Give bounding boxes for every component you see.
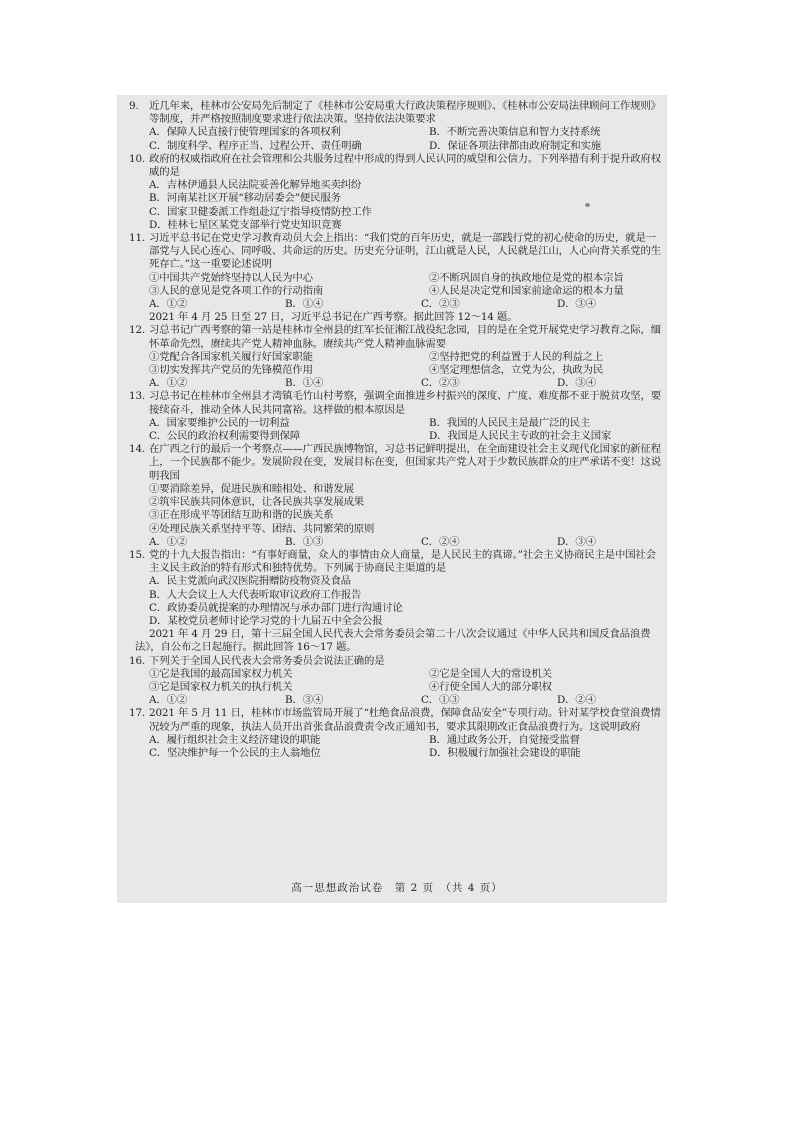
option-a: A．国家要维护公民的一切利益 bbox=[149, 416, 290, 429]
option-a: A．履行组织社会主义经济建设的职能 bbox=[149, 733, 321, 746]
option-c: C．①③ bbox=[421, 694, 460, 707]
option-c: C．坚决维护每一个公民的主人翁地位 bbox=[149, 746, 321, 759]
option-c: C．政协委员就提案的办理情况与承办部门进行沟通讨论 bbox=[149, 601, 403, 614]
question-number: 12. bbox=[129, 324, 146, 337]
question-number: 16. bbox=[129, 654, 146, 667]
option-d: D．③④ bbox=[557, 298, 596, 311]
option-a: A．①② bbox=[149, 298, 188, 311]
statement-3: ③切实发挥共产党员的先锋模范作用 bbox=[149, 364, 313, 377]
question-14 bbox=[121, 443, 665, 549]
option-d: D．③④ bbox=[557, 377, 596, 390]
question-number: 14. bbox=[129, 443, 146, 456]
option-d: D．保证各项法律都由政府制定和实施 bbox=[429, 139, 602, 152]
question-13 bbox=[121, 390, 665, 443]
option-a: A．保障人民直接行使管理国家的各项权利 bbox=[149, 126, 341, 139]
question-11 bbox=[121, 232, 665, 311]
option-b: B．通过政务公开，自觉接受监督 bbox=[429, 733, 580, 746]
option-c: C．制度科学、程序正当、过程公开、责任明确 bbox=[149, 139, 362, 152]
option-c: C．公民的政治权利需要得到保障 bbox=[149, 430, 301, 443]
option-d: D．我国是人民民主专政的社会主义国家 bbox=[429, 430, 612, 443]
statement-1: ①中国共产党始终坚持以人民为中心 bbox=[149, 271, 313, 284]
option-b: B．①③ bbox=[285, 535, 324, 548]
statement-3: ③它是国家权力机关的执行机关 bbox=[149, 680, 293, 693]
question-15 bbox=[121, 549, 665, 628]
option-c: C．②④ bbox=[421, 535, 460, 548]
option-d: D．某校党员老师讨论学习党的十九届五中全会公报 bbox=[149, 614, 383, 627]
question-number: 9. bbox=[129, 100, 139, 112]
question-number: 15. bbox=[129, 548, 146, 561]
option-a: A．①② bbox=[149, 535, 188, 548]
statement-1: ①要消除差异，促进民族和睦相处、和谐发展 bbox=[149, 482, 354, 495]
question-stem: 在广西之行的最后一个考察点——广西民族博物馆，习总书记鲜明提出，在全面建设社会主义现代化国家的新征程上，一个民族都不能少。发展阶段在变，发展目标在变，但国家共产党人对于少数民族群众的庄严承诺不变！这说明我国 bbox=[149, 443, 662, 482]
statement-3: ③人民的意见是党各项工作的行动指南 bbox=[149, 284, 324, 297]
option-a: A．①② bbox=[149, 694, 188, 707]
option-b: B．①④ bbox=[285, 377, 324, 390]
question-number: 11. bbox=[129, 232, 146, 245]
question-stem: 近几年来，桂林市公安局先后制定了《桂林市公安局重大行政决策程序规则》、《桂林市公安局法律顾问工作规则》等制度，并严格按照制度要求进行依法决策。坚持依法决策要求 bbox=[149, 100, 661, 126]
question-12 bbox=[121, 324, 665, 390]
option-b: B．③④ bbox=[285, 694, 324, 707]
statement-3: ③正在形成平等团结互助和谐的民族关系 bbox=[149, 509, 334, 522]
option-d: D．②④ bbox=[557, 694, 596, 707]
option-a: A．吉林伊通县人民法院妥善化解异地买卖纠纷 bbox=[149, 179, 362, 192]
option-d: D．③④ bbox=[557, 535, 596, 548]
statement-4: ④人民是决定党和国家前途命运的根本力量 bbox=[429, 284, 624, 297]
question-stem: 习总书记广西考察的第一站是桂林市全州县的红军长征湘江战役纪念园，目的是在全党开展党史学习教育之际，缅怀革命先烈，赓续共产党人精神血脉。赓续共产党人精神血脉需要 bbox=[149, 324, 662, 350]
statement-4: ④处理民族关系坚持平等、团结、共同繁荣的原则 bbox=[149, 522, 375, 535]
question-stem: 政府的权威指政府在社会管理和公共服务过程中形成的得到人民认同的威望和公信力。下列举措有利于提升政府权威的是 bbox=[149, 152, 662, 179]
option-b: B．我国的人民民主是最广泛的民主 bbox=[429, 416, 591, 429]
page-footer: 高一思想政治试卷 第 2 页 （共 4 页） bbox=[291, 882, 503, 894]
option-a: A．①② bbox=[149, 377, 188, 390]
exam-content bbox=[121, 100, 665, 760]
question-number: 10. bbox=[129, 152, 146, 165]
question-stem: 党的十九大报告指出：“有事好商量，众人的事情由众人商量，是人民民主的真谛。”社会主义协商民主是中国社会主义民主政治的特有形式和独特优势。下列属于协商民主渠道的是 bbox=[149, 548, 656, 575]
statement-1: ①党配合各国家机关履行好国家职能 bbox=[149, 350, 313, 363]
question-10 bbox=[121, 153, 665, 232]
question-17 bbox=[121, 707, 665, 760]
statement-1: ①它是我国的最高国家权力机关 bbox=[149, 667, 293, 680]
statement-2: ②它是全国人大的常设机关 bbox=[429, 667, 552, 680]
option-b: B．河南某社区开展“移动居委会”便民服务 bbox=[149, 192, 341, 205]
option-b: B．不断完善决策信息和智力支持系统 bbox=[429, 126, 601, 139]
question-16 bbox=[121, 655, 665, 708]
question-number: 13. bbox=[129, 390, 146, 403]
option-d: D．积极履行加强社会建设的职能 bbox=[429, 746, 581, 759]
option-c: C．②③ bbox=[421, 298, 460, 311]
option-a: A．民主党派向武汉医院捐赠防疫物资及食品 bbox=[149, 575, 351, 588]
statement-4: ④坚定理想信念，立党为公，执政为民 bbox=[429, 364, 604, 377]
statement-2: ②坚持把党的利益置于人民的利益之上 bbox=[429, 350, 604, 363]
option-b: B．人大会议上人大代表听取审议政府工作报告 bbox=[149, 588, 362, 601]
question-number: 17. bbox=[129, 707, 146, 720]
question-stem: 下列关于全国人民代表大会常务委员会说法正确的是 bbox=[149, 654, 385, 667]
question-stem: 2021 年 5 月 11 日，桂林市市场监管局开展了“杜绝食品浪费，保障食品安全”专项行动。针对某学校食堂浪费情况较为严重的现象，执法人员开出首张食品浪费责令改正通知书，要求其限期改正食品浪费行为。这说明政府 bbox=[149, 707, 661, 733]
option-b: B．①④ bbox=[285, 298, 324, 311]
section-intro-12-14: 2021 年 4 月 25 日至 27 日，习近平总书记在广西考察。据此回答 12～14 题。 bbox=[149, 311, 518, 324]
option-c: C．国家卫健委派工作组赴辽宁指导疫情防控工作 bbox=[149, 205, 372, 218]
option-d: D．桂林七星区某党支部举行党史知识竞赛 bbox=[149, 218, 342, 231]
question-stem: 习总书记在桂林市全州县才湾镇毛竹山村考察，强调全面推进乡村振兴的深度、广度、难度都不亚于脱贫攻坚，要接续奋斗，推动全体人民共同富裕。这样做的根本原因是 bbox=[149, 390, 662, 416]
section-intro-16-17: 2021 年 4 月 29 日，第十三届全国人民代表大会常务委员会第二十八次会议通过《中华人民共和国反食品浪费法》，自公布之日起施行。据此回答 16～17 题。 bbox=[135, 628, 651, 654]
statement-2: ②筑牢民族共同体意识，让各民族共享发展成果 bbox=[149, 496, 365, 509]
statement-4: ④行使全国人大的部分职权 bbox=[429, 680, 552, 693]
question-stem: 习近平总书记在党史学习教育动员大会上指出：“我们党的百年历史，就是一部践行党的初心使命的历史，就是一部党与人民心连心、同呼吸、共命运的历史。历史充分证明，江山就是人民，人民就是江山，人心向背关系党的生死存亡。”这一重要论述说明 bbox=[149, 232, 662, 271]
statement-2: ②不断巩固自身的执政地位是党的根本宗旨 bbox=[429, 271, 624, 284]
option-c: C．②③ bbox=[421, 377, 460, 390]
question-9 bbox=[121, 100, 665, 153]
